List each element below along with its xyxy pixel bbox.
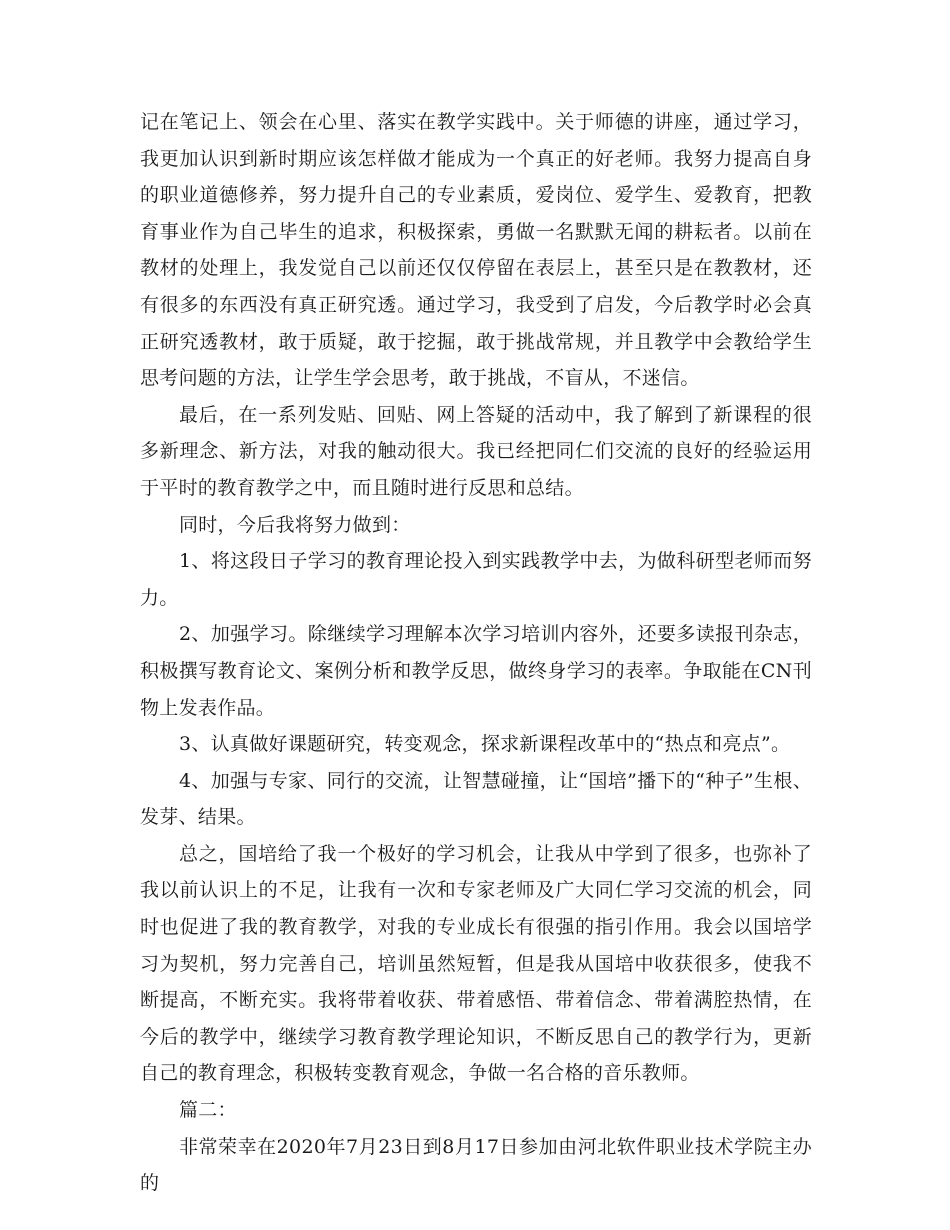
paragraph-part-two-opening: 非常荣幸在2020年7月23日到8月17日参加由河北软件职业技术学院主办的 [140,1135,812,1195]
paragraph-goals-intro: 同时，今后我将努力做到： [178,513,411,536]
list-item-goal-1: 1、将这段日子学习的教育理论投入到实践教学中去，为做科研型老师而努力。 [140,550,812,609]
document-body [140,104,812,1202]
list-item-goal-3: 3、认真做好课题研究，转变观念，探求新课程改革中的“热点和亮点”。 [178,733,791,756]
paragraph-finally: 最后，在一系列发贴、回贴、网上答疑的活动中，我了解到了新课程的很多新理念、新方法，对我的触动很大。我已经把同仁们交流的良好的经验运用于平时的教育教学之中，而且随时进行反思和总结。 [140,403,812,499]
list-item-goal-2: 2、加强学习。除继续学习理解本次学习培训内容外，还要多读报刊杂志，积极撰写教育论文、案例分析和教学反思，做终身学习的表率。争取能在CN刊物上发表作品。 [140,623,812,719]
section-heading-part-two: 篇二： [178,1099,237,1122]
paragraph-summary: 总之，国培给了我一个极好的学习机会，让我从中学到了很多，也弥补了我以前认识上的不足，让我有一次和专家老师及广大同仁学习交流的机会，同时也促进了我的教育教学，对我的专业成长有很强的指引作用。我会以国培学习为契机，努力完善自己，培训虽然短暂，但是我从国培中收获很多，使我不断提高，不断充实。我将带着收获、带着感悟、带着信念、带着满腔热情，在今后的教学中，继续学习教育教学理论知识，不断反思自己的教学行为，更新自己的教育理念，积极转变教育观念，争做一名合格的音乐教师。 [140,842,812,1085]
paragraph-continuation: 记在笔记上、领会在心里、落实在教学实践中。关于师德的讲座，通过学习，我更加认识到新时期应该怎样做才能成为一个真正的好老师。我努力提高自身的职业道德修养，努力提升自己的专业素质，爱岗位、爱学生、爱教育，把教育事业作为自己毕生的追求，积极探索，勇做一名默默无闻的耕耘者。以前在教材的处理上，我发觉自己以前还仅仅停留在表层上，甚至只是在教教材，还有很多的东西没有真正研究透。通过学习，我受到了启发，今后教学时必会真正研究透教材，敢于质疑，敢于挖掘，敢于挑战常规，并且教学中会教给学生思考问题的方法，让学生学会思考，敢于挑战，不盲从，不迷信。 [140,111,812,390]
list-item-goal-4: 4、加强与专家、同行的交流，让智慧碰撞，让“国培”播下的“种子”生根、发芽、结果。 [140,769,812,829]
